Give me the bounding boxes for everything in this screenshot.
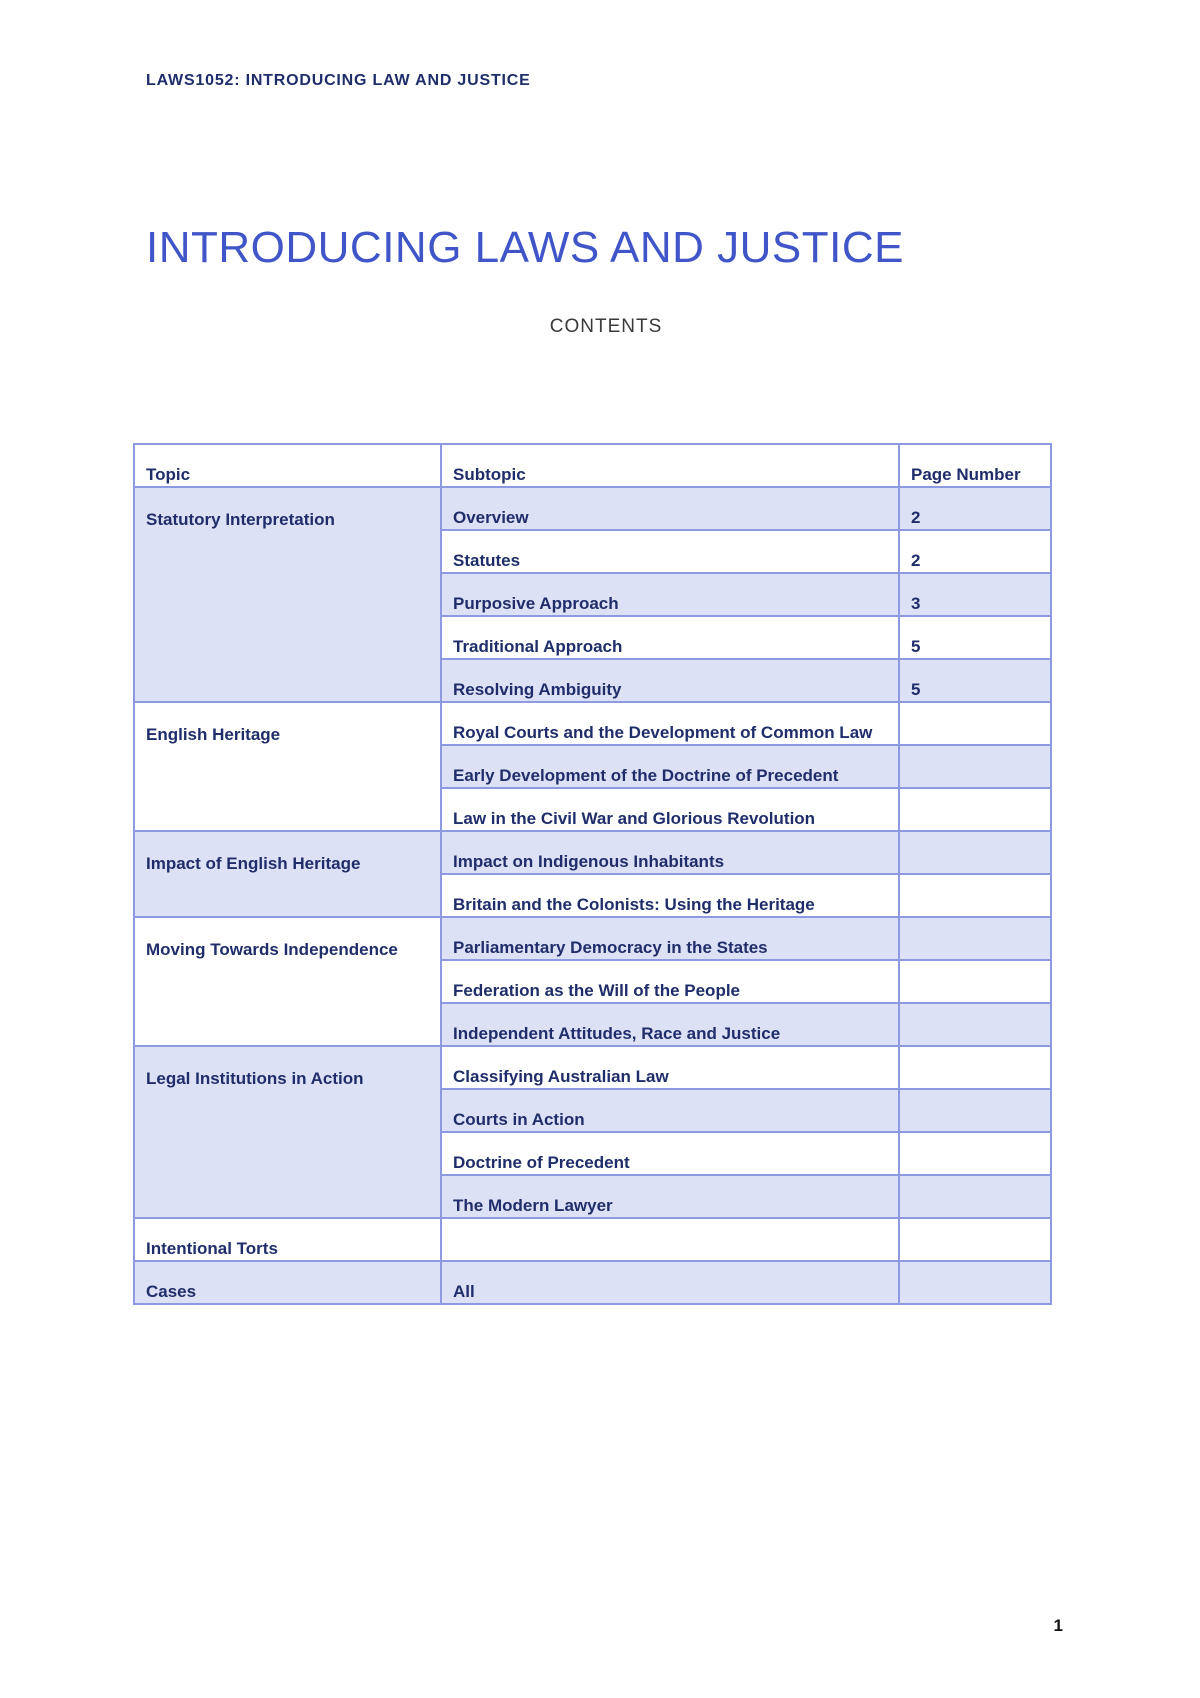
page-number: 1 <box>1053 1616 1063 1635</box>
page-number-cell <box>899 960 1051 1003</box>
page-number-cell <box>899 1046 1051 1089</box>
table-row <box>134 831 1051 874</box>
topic-cell: English Heritage <box>134 702 441 831</box>
subtopic-cell: Classifying Australian Law <box>441 1046 899 1089</box>
table-row <box>134 1218 1051 1261</box>
page-number-cell <box>899 1132 1051 1175</box>
subtopic-cell: Parliamentary Democracy in the States <box>441 917 899 960</box>
subtopic-cell: Courts in Action <box>441 1089 899 1132</box>
table-row <box>134 917 1051 960</box>
subtopic-cell: Federation as the Will of the People <box>441 960 899 1003</box>
page-number-cell <box>899 917 1051 960</box>
page-number-cell <box>899 745 1051 788</box>
page-number-cell <box>899 788 1051 831</box>
subtopic-cell: Purposive Approach <box>441 573 899 616</box>
page-number-cell <box>899 1003 1051 1046</box>
subtopic-cell: Britain and the Colonists: Using the Heritage <box>441 874 899 917</box>
subtopic-cell: Resolving Ambiguity <box>441 659 899 702</box>
page-number-cell: 2 <box>899 530 1051 573</box>
page-number-cell <box>899 831 1051 874</box>
page-number-cell <box>899 874 1051 917</box>
page-number-cell <box>899 1175 1051 1218</box>
topic-cell: Legal Institutions in Action <box>134 1046 441 1218</box>
subtopic-cell: Early Development of the Doctrine of Precedent <box>441 745 899 788</box>
table-body <box>134 487 1051 1304</box>
subtopic-cell: Overview <box>441 487 899 530</box>
subtopic-cell: Independent Attitudes, Race and Justice <box>441 1003 899 1046</box>
subtopic-cell: All <box>441 1261 899 1304</box>
table-header-row <box>134 444 1051 487</box>
page-number-cell <box>899 702 1051 745</box>
header-page-number: Page Number <box>899 444 1051 487</box>
table-row <box>134 487 1051 530</box>
topic-cell: Moving Towards Independence <box>134 917 441 1046</box>
subtopic-cell: The Modern Lawyer <box>441 1175 899 1218</box>
page-number-cell <box>899 1261 1051 1304</box>
subtopic-cell <box>441 1218 899 1261</box>
table-row <box>134 1261 1051 1304</box>
table-row <box>134 702 1051 745</box>
subtopic-cell: Impact on Indigenous Inhabitants <box>441 831 899 874</box>
document-title: INTRODUCING LAWS AND JUSTICE <box>146 223 904 272</box>
topic-cell: Intentional Torts <box>134 1218 441 1261</box>
table-row <box>134 1046 1051 1089</box>
page-number-cell <box>899 1218 1051 1261</box>
subtopic-cell: Doctrine of Precedent <box>441 1132 899 1175</box>
subtopic-cell: Royal Courts and the Development of Common Law <box>441 702 899 745</box>
topic-cell: Cases <box>134 1261 441 1304</box>
subtopic-cell: Statutes <box>441 530 899 573</box>
page-number-cell: 5 <box>899 616 1051 659</box>
contents-heading: CONTENTS <box>549 316 663 337</box>
topic-cell: Statutory Interpretation <box>134 487 441 702</box>
page-number-cell <box>899 1089 1051 1132</box>
subtopic-cell: Law in the Civil War and Glorious Revolution <box>441 788 899 831</box>
subtopic-cell: Traditional Approach <box>441 616 899 659</box>
header-subtopic: Subtopic <box>441 444 899 487</box>
page-number-cell: 2 <box>899 487 1051 530</box>
page-number-cell: 5 <box>899 659 1051 702</box>
running-header: LAWS1052: INTRODUCING LAW AND JUSTICE <box>146 72 531 89</box>
contents-table <box>133 443 1052 1305</box>
header-topic: Topic <box>134 444 441 487</box>
page-number-cell: 3 <box>899 573 1051 616</box>
topic-cell: Impact of English Heritage <box>134 831 441 917</box>
